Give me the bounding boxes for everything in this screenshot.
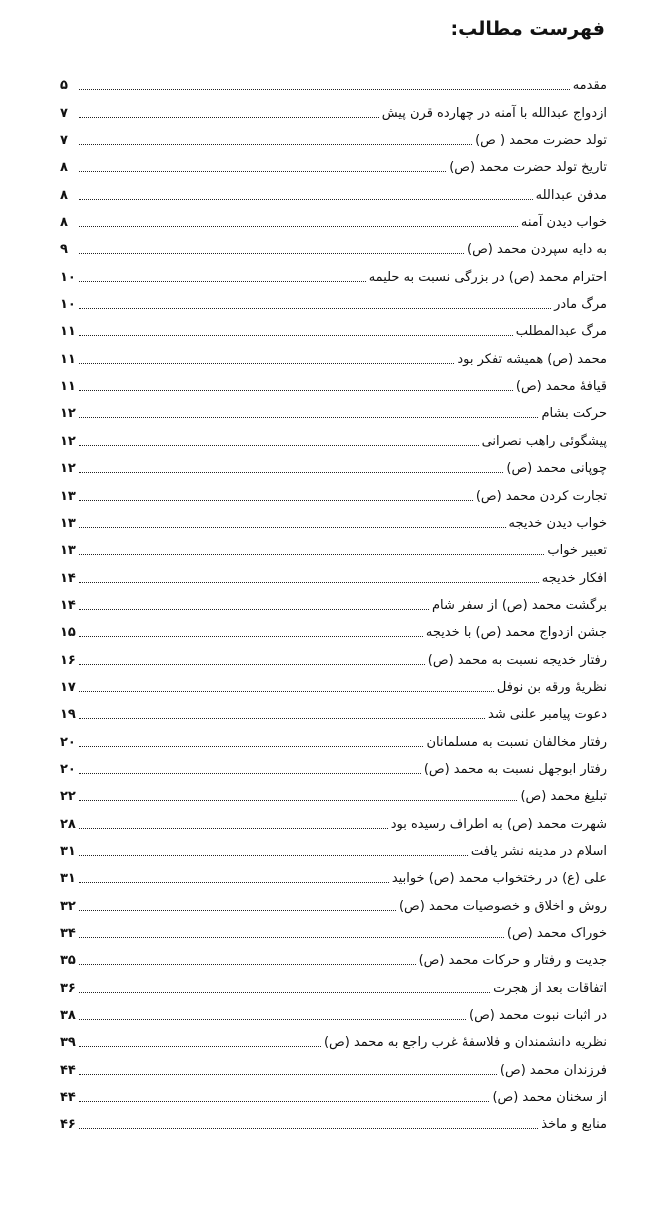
page-title: فهرست مطالب: — [450, 18, 605, 40]
toc-entry — [60, 450, 607, 477]
toc-entry-page-number: ۱۳ — [60, 543, 76, 559]
toc-entry-title: تولد حضرت محمد ( ص) — [475, 133, 607, 149]
toc-entry-title: خوراک محمد (ص) — [506, 926, 607, 941]
toc-entry — [60, 313, 607, 340]
toc-entry — [60, 778, 607, 805]
dot-leader — [79, 910, 396, 911]
toc-entry-title: پیشگوئی راهب نصرانی — [481, 433, 607, 449]
toc-entry — [60, 67, 607, 94]
toc-entry-title: افکار خدیجه — [541, 570, 607, 586]
toc-entry-page-number: ۱۱ — [60, 324, 76, 340]
toc-entry-title: اسلام در مدینه نشر یافت — [470, 843, 607, 859]
toc-entry — [60, 204, 607, 231]
toc-entry-page-number: ۳۲ — [60, 898, 76, 914]
toc-entry — [60, 1079, 607, 1106]
toc-list — [60, 67, 607, 1133]
dot-leader — [79, 253, 464, 254]
toc-entry-page-number: ۴۴ — [60, 1090, 76, 1106]
toc-entry-title: ازدواج عبدالله با آمنه در چهارده قرن پیش — [381, 105, 607, 121]
toc-entry — [60, 176, 607, 203]
toc-entry-title: تبلیغ محمد (ص) — [520, 789, 607, 805]
toc-entry-page-number: ۳۸ — [60, 1008, 76, 1024]
toc-entry-page-number: ۲۲ — [60, 789, 76, 805]
toc-entry-title: روش و اخلاق و خصوصیات محمد (ص) — [398, 898, 607, 914]
toc-entry-title: برگشت محمد (ص) از سفر شام — [432, 597, 607, 613]
dot-leader — [79, 773, 421, 774]
toc-entry — [60, 286, 607, 313]
dot-leader — [79, 335, 513, 336]
toc-entry-title: مدفن عبدالله — [535, 187, 607, 203]
toc-entry — [60, 805, 607, 832]
toc-entry — [60, 149, 607, 176]
dot-leader — [79, 527, 506, 528]
dot-leader — [79, 828, 388, 829]
dot-leader — [79, 882, 389, 883]
toc-entry-page-number: ۱۳ — [60, 488, 76, 504]
toc-entry-title: چوپانی محمد (ص) — [506, 461, 607, 477]
dot-leader — [79, 746, 423, 747]
toc-entry-title: مرگ مادر — [554, 297, 607, 313]
dot-leader — [79, 171, 446, 172]
toc-entry — [60, 833, 607, 860]
toc-entry-page-number: ۱۵ — [60, 625, 76, 641]
dot-leader — [79, 445, 479, 446]
toc-entry — [60, 532, 607, 559]
toc-entry-title: منابع و ماخذ — [541, 1117, 607, 1133]
dot-leader — [79, 855, 468, 856]
toc-entry-title: علی (ع) در رختخواب محمد (ص) خوابید — [391, 871, 607, 887]
toc-entry-title: شهرت محمد (ص) به اطراف رسیده بود — [390, 816, 607, 832]
toc-entry-page-number: ۱۲ — [60, 433, 76, 449]
toc-entry-title: رفتار مخالفان نسبت به مسلمانان — [426, 734, 607, 750]
toc-entry-page-number: ۳۹ — [60, 1035, 76, 1051]
toc-entry-page-number: ۱۶ — [60, 652, 76, 668]
toc-entry — [60, 231, 607, 258]
toc-entry — [60, 340, 607, 367]
toc-entry-page-number: ۱۰ — [60, 269, 76, 285]
toc-entry-page-number: ۱۴ — [60, 570, 76, 586]
toc-entry — [60, 505, 607, 532]
toc-entry-title: خواب دیدن خدیجه — [508, 515, 607, 531]
toc-entry — [60, 587, 607, 614]
toc-entry — [60, 368, 607, 395]
toc-entry-title: جشن ازدواج محمد (ص) با خدیجه — [425, 625, 607, 641]
toc-entry — [60, 942, 607, 969]
dot-leader — [79, 500, 473, 501]
toc-entry-page-number: ۸ — [60, 215, 68, 231]
toc-entry-page-number: ۲۸ — [60, 816, 76, 832]
toc-entry-page-number: ۳۱ — [60, 843, 76, 859]
dot-leader — [79, 417, 538, 418]
toc-entry — [60, 696, 607, 723]
toc-entry-title: خواب دیدن آمنه — [520, 215, 607, 231]
toc-entry-page-number: ۱۳ — [60, 515, 76, 531]
toc-entry-title: فرزندان محمد (ص) — [499, 1062, 607, 1078]
toc-entry — [60, 94, 607, 121]
dot-leader — [79, 664, 425, 665]
dot-leader — [79, 937, 504, 938]
toc-entry — [60, 887, 607, 914]
toc-entry — [60, 969, 607, 996]
toc-entry — [60, 1024, 607, 1051]
dot-leader — [79, 89, 570, 90]
toc-entry-page-number: ۱۹ — [60, 707, 76, 723]
toc-entry-title: حرکت بشام — [541, 406, 607, 422]
toc-entry-page-number: ۴۴ — [60, 1062, 76, 1078]
toc-entry-page-number: ۲۰ — [60, 761, 76, 777]
toc-entry-page-number: ۱۱ — [60, 379, 76, 395]
dot-leader — [79, 609, 429, 610]
toc-entry — [60, 1051, 607, 1078]
toc-entry — [60, 915, 607, 942]
dot-leader — [79, 992, 490, 993]
toc-entry — [60, 258, 607, 285]
toc-entry-page-number: ۸ — [60, 160, 68, 176]
toc-entry — [60, 614, 607, 641]
toc-entry-page-number: ۳۱ — [60, 871, 76, 887]
toc-entry-page-number: ۷ — [60, 133, 68, 149]
toc-entry-title: از سخنان محمد (ص) — [492, 1090, 607, 1106]
dot-leader — [79, 144, 472, 145]
toc-entry-page-number: ۷ — [60, 105, 68, 121]
dot-leader — [79, 1019, 466, 1020]
toc-entry-title: نظریه دانشمندان و فلاسفهٔ غرب راجع به محمد (ص) — [323, 1035, 607, 1051]
toc-entry-page-number: ۱۴ — [60, 597, 76, 613]
toc-entry-page-number: ۳۶ — [60, 980, 76, 996]
toc-entry-page-number: ۱۷ — [60, 679, 76, 695]
dot-leader — [79, 718, 485, 719]
dot-leader — [79, 582, 539, 583]
toc-entry-title: نظریهٔ ورقه بن نوفل — [496, 679, 607, 695]
toc-entry-page-number: ۱۲ — [60, 461, 76, 477]
toc-entry-page-number: ۱۲ — [60, 406, 76, 422]
dot-leader — [79, 1128, 538, 1129]
toc-entry-title: محمد (ص) همیشه تفکر بود — [457, 351, 607, 367]
toc-entry-title: تاریخ تولد حضرت محمد (ص) — [449, 160, 607, 176]
toc-entry — [60, 751, 607, 778]
toc-entry — [60, 997, 607, 1024]
toc-entry-title: رفتار خدیجه نسبت به محمد (ص) — [427, 652, 607, 668]
dot-leader — [79, 636, 423, 637]
toc-entry-page-number: ۱۱ — [60, 351, 76, 367]
toc-entry-page-number: ۳۵ — [60, 953, 76, 969]
dot-leader — [79, 964, 416, 965]
toc-entry-page-number: ۲۰ — [60, 734, 76, 750]
toc-entry — [60, 477, 607, 504]
dot-leader — [79, 1101, 489, 1102]
toc-entry-title: به دایه سپردن محمد (ص) — [467, 242, 607, 258]
toc-entry-title: دعوت پیامبر علنی شد — [488, 707, 607, 723]
toc-entry-title: جدیت و رفتار و حرکات محمد (ص) — [418, 953, 607, 969]
dot-leader — [79, 281, 366, 282]
toc-entry-page-number: ۴۶ — [60, 1117, 76, 1133]
toc-entry-title: قیافهٔ محمد (ص) — [515, 379, 607, 395]
toc-entry-page-number: ۸ — [60, 187, 68, 203]
dot-leader — [79, 691, 494, 692]
toc-entry-page-number: ۵ — [60, 78, 68, 94]
dot-leader — [79, 1046, 321, 1047]
toc-entry — [60, 723, 607, 750]
toc-entry — [60, 395, 607, 422]
dot-leader — [79, 308, 551, 309]
dot-leader — [79, 117, 379, 118]
toc-entry-title: احترام محمد (ص) در بزرگی نسبت به حلیمه — [368, 269, 607, 285]
toc-entry-title: تعبیر خواب — [547, 543, 607, 559]
toc-entry — [60, 1106, 607, 1133]
dot-leader — [79, 472, 503, 473]
toc-entry-page-number: ۳۴ — [60, 926, 76, 941]
toc-entry-title: در اثبات نبوت محمد (ص) — [469, 1008, 607, 1024]
dot-leader — [79, 800, 517, 801]
toc-entry — [60, 669, 607, 696]
toc-entry — [60, 860, 607, 887]
dot-leader — [79, 390, 513, 391]
toc-entry — [60, 122, 607, 149]
toc-entry-page-number: ۱۰ — [60, 297, 76, 313]
toc-entry-title: مقدمه — [572, 78, 607, 94]
toc-entry — [60, 559, 607, 586]
toc-entry — [60, 641, 607, 668]
dot-leader — [79, 199, 533, 200]
toc-entry-title: رفتار ابوجهل نسبت به محمد (ص) — [423, 761, 607, 777]
toc-entry-title: مرگ عبدالمطلب — [515, 324, 607, 340]
dot-leader — [79, 554, 544, 555]
dot-leader — [79, 226, 518, 227]
dot-leader — [79, 1074, 497, 1075]
toc-entry-page-number: ۹ — [60, 242, 68, 258]
toc-entry — [60, 422, 607, 449]
toc-entry-title: تجارت کردن محمد (ص) — [475, 488, 607, 504]
toc-entry-title: اتفاقات بعد از هجرت — [493, 980, 607, 996]
dot-leader — [79, 363, 454, 364]
